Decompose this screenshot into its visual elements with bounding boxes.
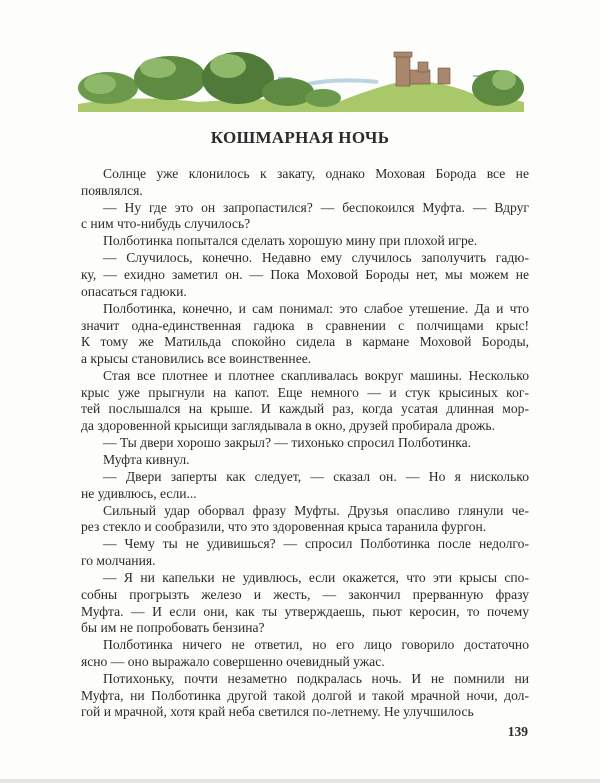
paragraph <box>81 469 529 503</box>
text-line: крыс уже прыгнули на капот. Еще немного — и стук крысиных ког- <box>81 384 529 400</box>
paragraph <box>81 435 529 452</box>
text-line: бы им не попробовать бензина? <box>81 620 265 636</box>
paragraph <box>81 536 529 570</box>
text-line: — Чему ты не удивишься? — спросил Полботинка после недолго- <box>103 536 529 552</box>
text-line: да здоровенной крысищи заглядывала в окно, друзей пробирала дрожь. <box>81 418 496 434</box>
text-line: — Я ни капельки не удивлюсь, если окажется, что эти крысы спо- <box>103 570 529 586</box>
paragraph <box>81 503 529 537</box>
text-line: Муфта кивнул. <box>103 452 190 468</box>
text-line: Сильный удар оборвал фразу Муфты. Друзья опасливо глянули че- <box>103 502 529 518</box>
text-line: с ним что-нибудь случилось? <box>81 216 251 232</box>
text-line: Солнце уже клонилось к закату, однако Моховая Борода все не <box>103 166 529 181</box>
text-line: а крысы становились все воинственнее. <box>81 351 312 366</box>
paragraph <box>81 166 529 200</box>
text-line: — Случилось, конечно. Недавно ему случилось заполучить гадю- <box>103 250 529 266</box>
text-line: Полботинка, конечно, и сам понимал: это слабое утешение. Да и что <box>103 300 529 316</box>
text-line: К тому же Матильда спокойно сидела в кармане Моховой Бороды, <box>81 334 529 350</box>
paragraph <box>81 250 529 300</box>
text-line: появлялся. <box>81 182 143 198</box>
text-line: ясно — оно выражало совершенно очевидный ужас. <box>81 654 385 669</box>
page-edge <box>0 779 600 783</box>
text-line: го молчания. <box>81 553 156 569</box>
text-line: Муфта, ни Полботинка другой такой долгой и такой мрачной ночи, дол- <box>81 687 529 703</box>
text-line: значит одна-единственная гадюка в сравнении с полчищами крыс! <box>81 317 529 333</box>
paragraph <box>81 368 529 435</box>
chapter-title: КОШМАРНАЯ НОЧЬ <box>210 128 390 147</box>
text-line: — Двери заперты как следует, — сказал он. — Но я нисколько <box>103 469 529 484</box>
text-line: — Ты двери хорошо закрыл? — тихонько спросил Полботинка. <box>103 435 472 451</box>
paragraph <box>81 233 529 250</box>
text-line: — Ну где это он запропастился? — беспокоился Муфта. — Вдруг <box>103 199 529 215</box>
text-line: Полботинка ничего не ответил, но его лицо говорило достаточно <box>103 637 529 653</box>
paragraph <box>81 200 529 234</box>
text-line: Стая все плотнее и плотнее скапливалась вокруг машины. Несколько <box>103 367 529 383</box>
body-text <box>81 166 529 721</box>
paragraph <box>81 452 529 469</box>
landscape-illustration <box>78 36 524 112</box>
paragraph <box>81 671 529 721</box>
text-line: рез стекло и сообразили, что это здоровенная крыса таранила фургон. <box>81 519 487 535</box>
paragraph <box>81 301 529 368</box>
sky-strokes <box>278 76 485 84</box>
text-line: Потихоньку, почти незаметно подкралась ночь. И не помнили ни <box>103 670 529 686</box>
text-line: гой и мрачной, хотя край неба светился по-летнему. Не улучшилось <box>81 704 474 720</box>
text-line: опасаться гадюки. <box>81 283 187 299</box>
page-number: 139 <box>507 724 528 739</box>
text-line: Муфта. — И если они, как ты утверждаешь, пьют керосин, то почему <box>81 603 529 619</box>
paragraph <box>81 637 529 671</box>
text-line: ку, — ехидно заметил он. — Пока Моховой Бороды нет, мы можем не <box>81 267 529 283</box>
paragraph <box>81 570 529 637</box>
text-line: не удивлюсь, если... <box>81 485 197 501</box>
text-line: Полботинка попытался сделать хорошую мину при плохой игре. <box>103 233 478 249</box>
text-line: тей послышался на крыше. И каждый раз, когда усатая длинная мор- <box>81 401 529 417</box>
text-line: собны прогрызть железо и жесть, — закончил прерванную фразу <box>81 586 529 602</box>
castle <box>394 52 450 86</box>
